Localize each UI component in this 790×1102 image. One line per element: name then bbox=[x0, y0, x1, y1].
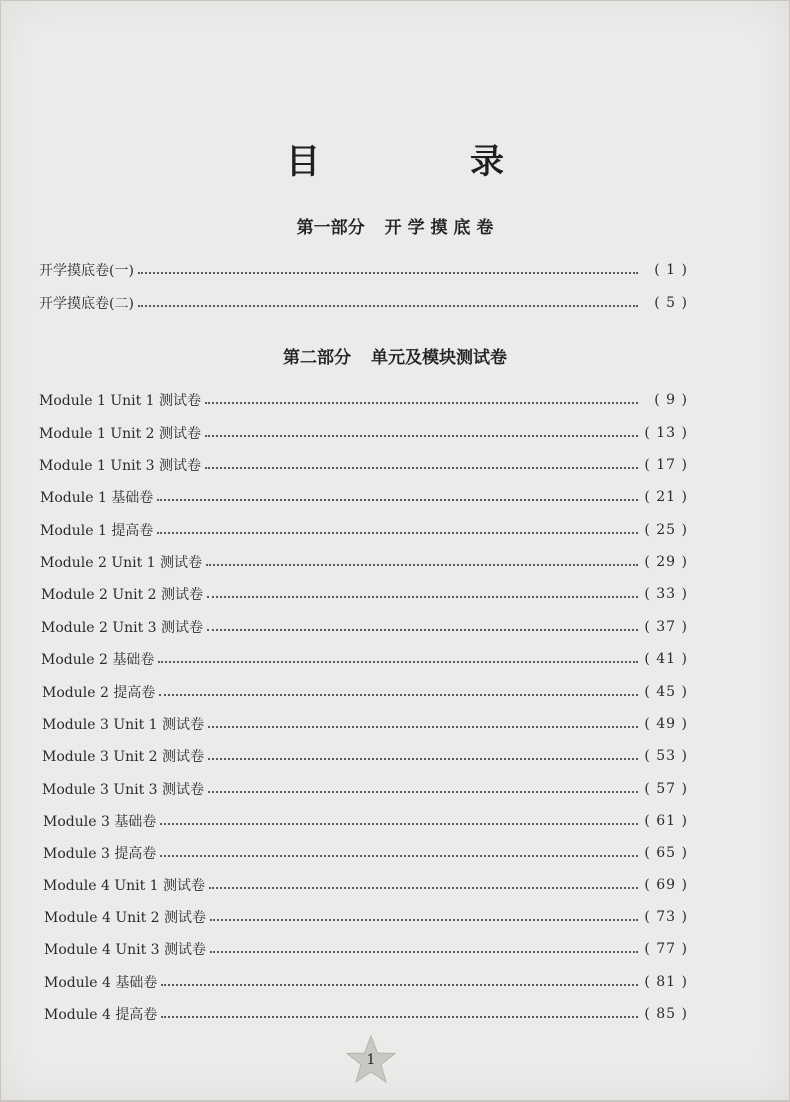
leader-dots bbox=[161, 984, 638, 986]
leader-dots bbox=[210, 919, 638, 921]
toc-entry-page: ( 65 ) bbox=[644, 845, 688, 861]
toc-entry-page: ( 73 ) bbox=[644, 909, 688, 925]
toc-entry-page: ( 61 ) bbox=[644, 813, 688, 829]
part1-heading-number: 第一部分 bbox=[296, 218, 365, 238]
toc-entry-page: ( 53 ) bbox=[644, 748, 688, 764]
leader-dots bbox=[208, 791, 638, 793]
part1-heading-name: 开 学 摸 底 卷 bbox=[384, 218, 494, 238]
toc-entry-label: Module 4 Unit 1 测试卷 bbox=[43, 878, 206, 894]
toc-entry[interactable] bbox=[40, 519, 688, 541]
toc-entry-label: Module 2 基础卷 bbox=[41, 652, 155, 668]
leader-dots bbox=[207, 596, 638, 598]
toc-entry-page: ( 13 ) bbox=[644, 425, 688, 441]
leader-dots bbox=[207, 629, 638, 631]
toc-entry-page: ( 57 ) bbox=[644, 781, 688, 797]
toc-entry-label: 开学摸底卷(二) bbox=[39, 296, 134, 312]
leader-dots bbox=[205, 467, 638, 469]
leader-dots bbox=[157, 532, 638, 534]
toc-entry[interactable] bbox=[39, 259, 688, 281]
toc-entry-label: Module 2 Unit 3 测试卷 bbox=[41, 620, 204, 636]
leader-dots bbox=[161, 1016, 638, 1018]
toc-entry-label: Module 2 Unit 1 测试卷 bbox=[40, 555, 203, 571]
leader-dots bbox=[205, 402, 638, 404]
toc-entry-label: Module 1 Unit 1 测试卷 bbox=[39, 393, 202, 409]
leader-dots bbox=[160, 823, 638, 825]
part2-heading-name: 单元及模块测试卷 bbox=[371, 348, 507, 368]
leader-dots bbox=[208, 758, 638, 760]
page-number: 1 bbox=[366, 1052, 376, 1068]
leader-dots bbox=[158, 661, 638, 663]
toc-entry-page: ( 37 ) bbox=[644, 619, 688, 635]
toc-entry[interactable] bbox=[41, 616, 688, 638]
toc-entry-page: ( 81 ) bbox=[644, 974, 688, 990]
toc-entry-label: Module 1 Unit 2 测试卷 bbox=[39, 426, 202, 442]
toc-entry[interactable] bbox=[40, 486, 688, 508]
page-title: 目 录 bbox=[286, 142, 562, 182]
part2-heading-number: 第二部分 bbox=[283, 348, 351, 368]
leader-dots bbox=[209, 887, 638, 889]
leader-dots bbox=[159, 694, 638, 696]
toc-entry[interactable] bbox=[43, 842, 688, 864]
toc-entry-page: ( 85 ) bbox=[644, 1006, 688, 1022]
toc-entry-page: ( 25 ) bbox=[644, 522, 688, 538]
toc-entry[interactable] bbox=[39, 292, 688, 314]
leader-dots bbox=[206, 564, 638, 566]
toc-entry[interactable] bbox=[39, 422, 688, 444]
toc-entry-label: Module 3 提高卷 bbox=[43, 846, 157, 862]
toc-entry[interactable] bbox=[39, 454, 688, 476]
toc-entry-label: Module 2 Unit 2 测试卷 bbox=[41, 587, 204, 603]
toc-entry[interactable] bbox=[41, 583, 688, 605]
toc-entry[interactable] bbox=[43, 874, 688, 896]
part2-heading bbox=[1, 343, 789, 368]
toc-entry-page: ( 45 ) bbox=[644, 684, 688, 700]
toc-entry-page: ( 49 ) bbox=[644, 716, 688, 732]
toc-entry-label: Module 3 基础卷 bbox=[43, 814, 157, 830]
toc-entry-label: Module 4 基础卷 bbox=[44, 975, 158, 991]
toc-entry[interactable] bbox=[44, 938, 688, 960]
toc-entry-page: ( 77 ) bbox=[644, 941, 688, 957]
toc-entry-page: ( 29 ) bbox=[644, 554, 688, 570]
page-number-badge bbox=[344, 1034, 398, 1088]
toc-entry[interactable] bbox=[41, 648, 688, 670]
toc-entry-page: ( 17 ) bbox=[644, 457, 688, 473]
leader-dots bbox=[205, 435, 638, 437]
toc-entry-label: Module 3 Unit 3 测试卷 bbox=[42, 782, 205, 798]
toc-entry-label: Module 4 Unit 3 测试卷 bbox=[44, 942, 207, 958]
leader-dots bbox=[138, 305, 638, 307]
toc-entry-page: ( 21 ) bbox=[644, 489, 688, 505]
toc-entry-label: 开学摸底卷(一) bbox=[39, 263, 134, 279]
toc-entry-page: ( 1 ) bbox=[654, 262, 688, 278]
toc-entry[interactable] bbox=[42, 745, 688, 767]
document-page bbox=[1, 1, 789, 1100]
toc-entry-label: Module 1 Unit 3 测试卷 bbox=[39, 458, 202, 474]
toc-entry[interactable] bbox=[44, 1003, 688, 1025]
toc-entry[interactable] bbox=[42, 681, 688, 703]
toc-entry-page: ( 41 ) bbox=[644, 651, 688, 667]
toc-entry-label: Module 1 基础卷 bbox=[40, 490, 154, 506]
toc-entry-label: Module 2 提高卷 bbox=[42, 685, 156, 701]
toc-entry[interactable] bbox=[40, 551, 688, 573]
leader-dots bbox=[160, 855, 638, 857]
toc-entry[interactable] bbox=[42, 713, 688, 735]
toc-entry-page: ( 5 ) bbox=[654, 295, 688, 311]
toc-entry[interactable] bbox=[44, 906, 688, 928]
leader-dots bbox=[208, 726, 638, 728]
toc-entry[interactable] bbox=[43, 810, 688, 832]
toc-entry-label: Module 3 Unit 2 测试卷 bbox=[42, 749, 205, 765]
toc-entry-page: ( 33 ) bbox=[644, 586, 688, 602]
toc-entry-label: Module 3 Unit 1 测试卷 bbox=[42, 717, 205, 733]
toc-entry-label: Module 4 Unit 2 测试卷 bbox=[44, 910, 207, 926]
toc-entry[interactable] bbox=[39, 389, 688, 411]
part1-heading bbox=[1, 213, 789, 238]
leader-dots bbox=[138, 272, 638, 274]
leader-dots bbox=[157, 499, 638, 501]
toc-entry-page: ( 9 ) bbox=[654, 392, 688, 408]
toc-entry-label: Module 4 提高卷 bbox=[44, 1007, 158, 1023]
toc-entry[interactable] bbox=[44, 971, 688, 993]
leader-dots bbox=[210, 951, 638, 953]
toc-entry[interactable] bbox=[42, 778, 688, 800]
toc-entry-label: Module 1 提高卷 bbox=[40, 523, 154, 539]
toc-entry-page: ( 69 ) bbox=[644, 877, 688, 893]
